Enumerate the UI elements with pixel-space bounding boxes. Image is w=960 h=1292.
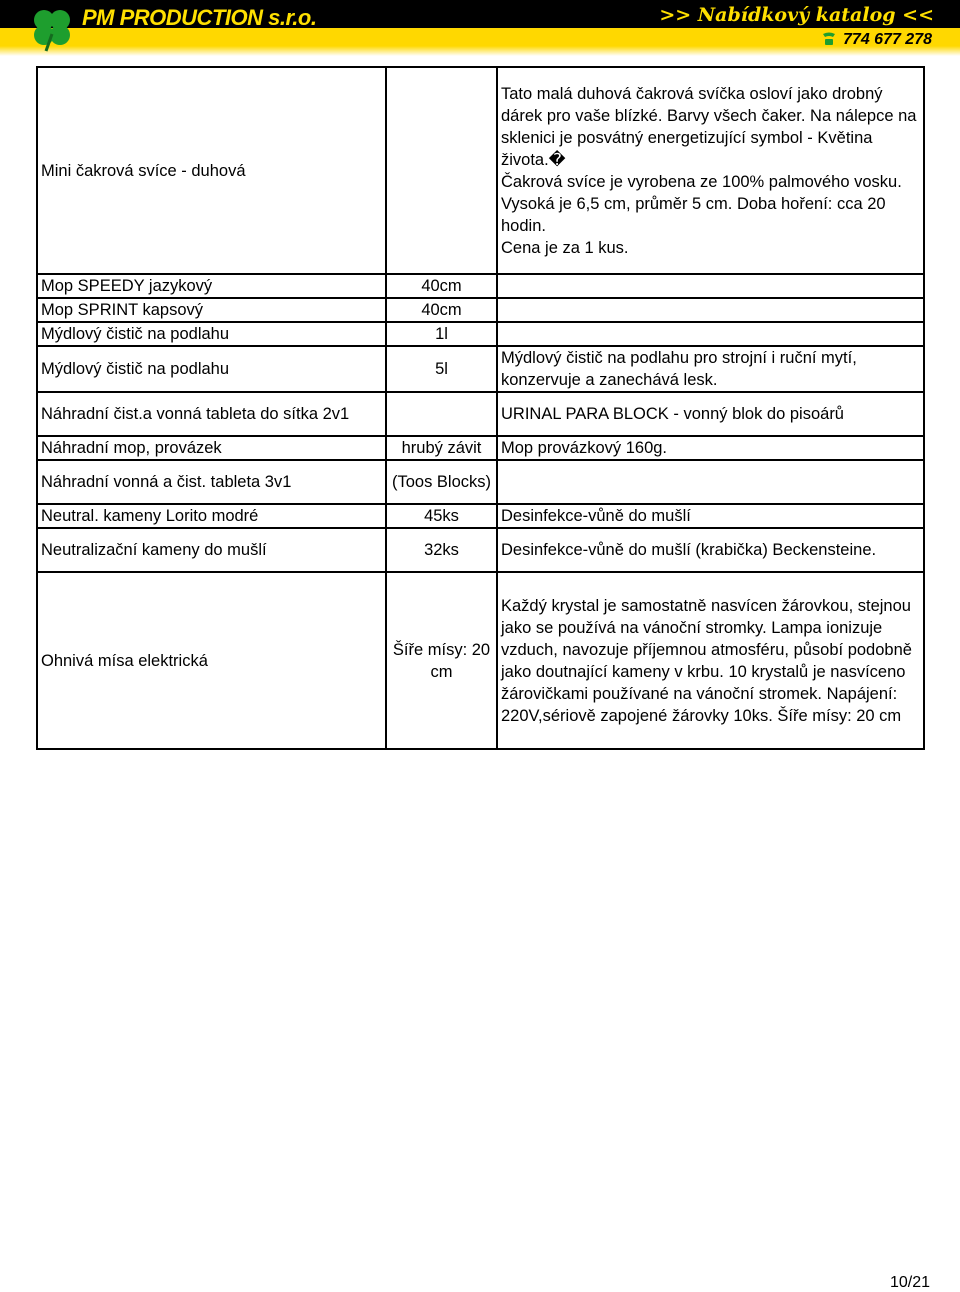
table-row	[37, 460, 924, 504]
table-row	[37, 67, 924, 274]
product-table	[36, 66, 925, 750]
product-size	[386, 67, 497, 274]
product-size: 40cm	[386, 274, 497, 298]
table-row	[37, 572, 924, 749]
table-row	[37, 392, 924, 436]
product-size: 32ks	[386, 528, 497, 572]
brand-name: PM PRODUCTION s.r.o.	[82, 5, 317, 30]
table-row	[37, 436, 924, 460]
product-description: Mop provázkový 160g.	[497, 436, 924, 460]
product-size: 45ks	[386, 504, 497, 528]
product-size	[386, 392, 497, 436]
product-size: 5l	[386, 346, 497, 392]
product-description	[497, 274, 924, 298]
product-name: Neutral. kameny Lorito modré	[37, 504, 386, 528]
product-description: Desinfekce-vůně do mušlí	[497, 504, 924, 528]
product-description	[497, 298, 924, 322]
product-size: 40cm	[386, 298, 497, 322]
phone-number-block	[821, 31, 932, 49]
table-row	[37, 504, 924, 528]
phone-number: 774 677 278	[843, 31, 932, 48]
product-name: Náhradní vonná a čist. tableta 3v1	[37, 460, 386, 504]
product-size: hrubý závit	[386, 436, 497, 460]
product-name: Ohnivá mísa elektrická	[37, 572, 386, 749]
product-description: Desinfekce-vůně do mušlí (krabička) Beckensteine.	[497, 528, 924, 572]
product-description: URINAL PARA BLOCK - vonný blok do pisoárů	[497, 392, 924, 436]
product-name: Neutralizační kameny do mušlí	[37, 528, 386, 572]
product-size: Šíře mísy: 20 cm	[386, 572, 497, 749]
phone-icon	[821, 32, 837, 46]
product-description: Každý krystal je samostatně nasvícen žárovkou, stejnou jako se používá na vánoční stromky. Lampa ionizuje vzduch, navozuje příjemnou atmosféru, působí podobně jako doutnající kameny v krbu. 10 krystalů je nasvíceno žárovičkami používané na vánoční stromek. Napájení: 220V,sériově zapojené žárovky 10ks. Šíře mísy: 20 cm	[497, 572, 924, 749]
clover-logo-icon	[28, 4, 76, 52]
table-row	[37, 346, 924, 392]
page-number: 10/21	[889, 1274, 930, 1291]
product-name: Náhradní mop, provázek	[37, 436, 386, 460]
product-description: Mýdlový čistič na podlahu pro strojní i ruční mytí, konzervuje a zanechává lesk.	[497, 346, 924, 392]
product-description	[497, 67, 924, 274]
description-text: Tato malá duhová čakrová svíčka osloví jako drobný dárek pro vaše blízké. Barvy všech čaker. Na nálepce na sklenici je posvátný energetizující symbol - Květina života.� Čakrová svíce je vyrobena ze 100% palmového vosku. Vysoká je 6,5 cm, průměr 5 cm. Doba hoření: cca 20 hodin. Cena je za 1 kus.	[501, 84, 917, 257]
product-name: Mýdlový čistič na podlahu	[37, 322, 386, 346]
product-size: (Toos Blocks)	[386, 460, 497, 504]
table-row	[37, 274, 924, 298]
product-name: Náhradní čist.a vonná tableta do sítka 2v1	[37, 392, 386, 436]
table-row	[37, 298, 924, 322]
product-name: Mýdlový čistič na podlahu	[37, 346, 386, 392]
product-name: Mop SPRINT kapsový	[37, 298, 386, 322]
product-name: Mini čakrová svíce - duhová	[37, 67, 386, 274]
product-description	[497, 322, 924, 346]
product-description	[497, 460, 924, 504]
product-name: Mop SPEEDY jazykový	[37, 274, 386, 298]
table-row	[37, 528, 924, 572]
catalog-title: >> Nabídkový katalog <<	[659, 4, 934, 26]
header-banner	[0, 0, 960, 58]
product-size: 1l	[386, 322, 497, 346]
table-row	[37, 322, 924, 346]
